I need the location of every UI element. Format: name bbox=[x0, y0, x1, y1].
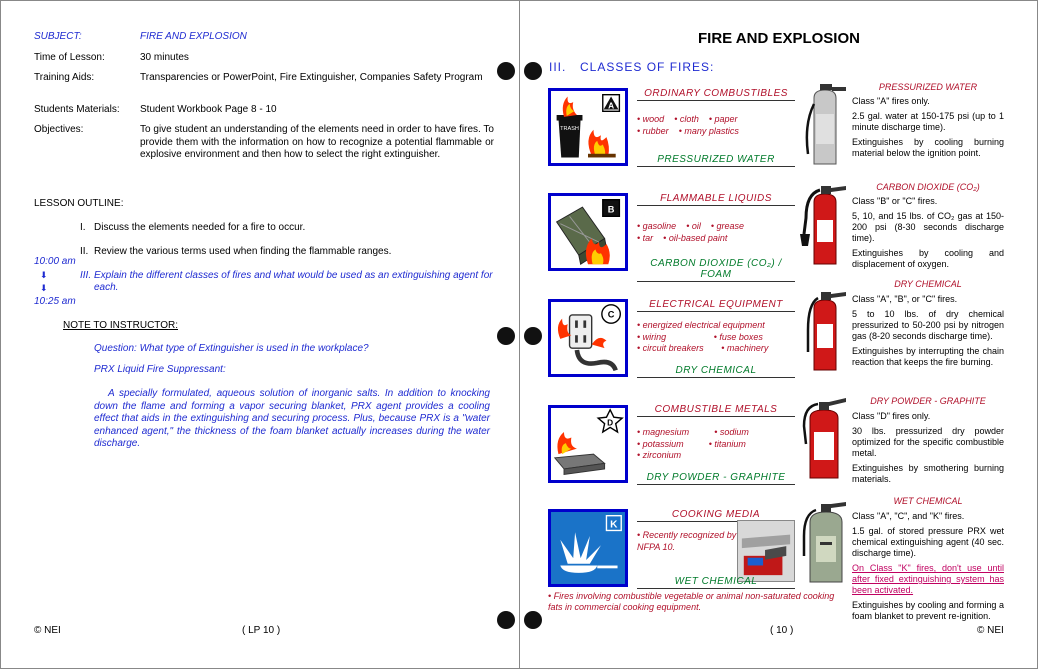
class-item: • Recently recognized by NFPA 10. bbox=[637, 530, 737, 552]
class-item: • zirconium bbox=[637, 450, 682, 460]
class-item: • grease bbox=[710, 221, 745, 231]
class-b-agent: CARBON DIOXIDE (CO₂) / FOAM bbox=[637, 258, 795, 282]
outline-text: Review the various terms used when finding the flammable ranges. bbox=[94, 246, 392, 257]
class-badge: A bbox=[608, 100, 615, 111]
class-k-desc bbox=[852, 511, 1004, 626]
arrow-down-icon: ⬇ bbox=[40, 283, 48, 293]
class-badge: C bbox=[607, 309, 615, 320]
class-a-name: ORDINARY COMBUSTIBLES bbox=[637, 88, 795, 101]
class-k-desc-heading: WET CHEMICAL bbox=[893, 496, 963, 506]
time-label: Time of Lesson: bbox=[34, 52, 105, 63]
class-b-items bbox=[637, 221, 795, 244]
dry-chemical-extinguisher-icon bbox=[800, 290, 850, 374]
class-k-agent: WET CHEMICAL bbox=[637, 576, 795, 589]
footer-page-number: ( LP 10 ) bbox=[242, 625, 281, 636]
desc-paragraph: Class "B" or "C" fires. bbox=[852, 196, 938, 206]
class-k-name: COOKING MEDIA bbox=[637, 509, 795, 522]
desc-paragraph: Extinguishes by smothering burning materials. bbox=[852, 463, 1004, 484]
class-item: • titanium bbox=[708, 438, 746, 449]
class-b-icon bbox=[548, 193, 628, 271]
class-item: • potassium bbox=[637, 438, 684, 449]
desc-paragraph: Extinguishes by cooling and forming a foam blanket to prevent re-ignition. bbox=[852, 600, 1004, 621]
class-item: • wiring bbox=[637, 331, 667, 342]
class-a-icon bbox=[548, 88, 628, 166]
section-title: CLASSES OF FIRES: bbox=[580, 60, 715, 74]
outline-heading: LESSON OUTLINE: bbox=[34, 198, 124, 209]
materials-label: Students Materials: bbox=[34, 104, 120, 115]
class-d-items bbox=[637, 427, 795, 462]
outline-num: III. bbox=[80, 270, 92, 281]
binder-hole bbox=[524, 611, 542, 629]
objectives-row bbox=[34, 124, 494, 162]
desc-paragraph: 1.5 gal. of stored pressure PRX wet chemical extinguishing agent (40 sec. discharge time). bbox=[852, 526, 1004, 558]
class-c-icon bbox=[548, 299, 628, 377]
water-extinguisher-icon bbox=[800, 84, 850, 168]
outline-num: II. bbox=[80, 246, 89, 257]
class-item: • paper bbox=[708, 114, 738, 124]
page-divider bbox=[519, 0, 520, 669]
class-item: • machinery bbox=[721, 343, 769, 353]
footer-copyright: © NEI bbox=[34, 625, 61, 636]
class-c-items bbox=[637, 320, 795, 355]
aids-label: Training Aids: bbox=[34, 72, 95, 83]
binder-hole bbox=[524, 327, 542, 345]
desc-paragraph: Class "A", "C", and "K" fires. bbox=[852, 511, 965, 521]
desc-paragraph: Extinguishes by cooling burning material below the ignition point. bbox=[852, 137, 1004, 158]
class-d-name: COMBUSTIBLE METALS bbox=[637, 404, 795, 417]
class-item: • many plastics bbox=[678, 125, 739, 136]
desc-paragraph: Class "A" fires only. bbox=[852, 96, 930, 106]
trash-can-label: TRASH bbox=[560, 125, 579, 132]
warning-text: On Class "K" fires, don't use until after fixed extinguishing system has been activated. bbox=[852, 563, 1004, 595]
outline-item bbox=[80, 222, 494, 234]
time-start: 10:00 am bbox=[34, 256, 76, 267]
class-d-agent: DRY POWDER - GRAPHITE bbox=[637, 472, 795, 485]
prx-text: A specially formulated, aqueous solution of inorganic salts. In addition to knocking down the flame and forming a vapor securing blanket, PRX agent provides a cooling effect that aids in the extinguishing and securing process. Plus, because PRX is a "water enhanced agent," the thickness of the foam blanket actually increases during the water discharge. bbox=[94, 388, 490, 449]
class-item: • fuse boxes bbox=[713, 331, 763, 342]
desc-paragraph: 5, 10, and 15 lbs. of CO₂ gas at 150-200 psi (8-30 seconds discharge time). bbox=[852, 211, 1004, 243]
class-item: • cloth bbox=[674, 114, 699, 124]
time-row bbox=[34, 52, 494, 65]
class-item: • circuit breakers bbox=[637, 343, 704, 353]
class-b-desc-heading: CARBON DIOXIDE (CO₂) bbox=[876, 182, 980, 192]
class-c-desc bbox=[852, 294, 1004, 372]
class-item: • energized electrical equipment bbox=[637, 320, 765, 330]
materials-value: Student Workbook Page 8 - 10 bbox=[140, 104, 277, 115]
co2-extinguisher-icon bbox=[800, 184, 850, 268]
class-badge: B bbox=[607, 204, 615, 215]
materials-row bbox=[34, 104, 494, 117]
page-title: FIRE AND EXPLOSION bbox=[698, 30, 860, 47]
footer-copyright: © NEI bbox=[977, 625, 1004, 636]
desc-paragraph: Class "A", "B", or "C" fires. bbox=[852, 294, 958, 304]
class-item: • tar bbox=[637, 232, 654, 243]
subject-label: SUBJECT: bbox=[34, 31, 82, 42]
class-item: • wood bbox=[637, 114, 665, 124]
subject-row bbox=[34, 31, 494, 44]
prx-title: PRX Liquid Fire Suppressant: bbox=[94, 364, 226, 375]
wet-chemical-extinguisher-icon bbox=[800, 500, 850, 586]
time-end: 10:25 am bbox=[34, 296, 76, 307]
class-b-desc bbox=[852, 196, 1004, 274]
class-item: • oil-based paint bbox=[663, 232, 728, 243]
class-a-agent: PRESSURIZED WATER bbox=[637, 154, 795, 167]
class-c-desc-heading: DRY CHEMICAL bbox=[894, 279, 962, 289]
dry-powder-extinguisher-icon bbox=[800, 396, 850, 482]
cooking-note: • Fires involving combustible vegetable or animal non-saturated cooking fats in commercial cooking equipment. bbox=[548, 591, 835, 612]
binder-hole bbox=[524, 62, 542, 80]
note-heading: NOTE TO INSTRUCTOR: bbox=[63, 320, 179, 331]
class-k-items bbox=[637, 530, 737, 553]
objectives-label: Objectives: bbox=[34, 124, 84, 135]
class-d-icon bbox=[548, 405, 628, 483]
aids-row bbox=[34, 72, 494, 85]
objectives-value: To give student an understanding of the elements need in order to have fires. To provide them with the information on how to recognize a potential flammable or explosive environment and then how to select the right extinguisher. bbox=[140, 124, 494, 160]
class-a-desc-heading: PRESSURIZED WATER bbox=[878, 82, 978, 92]
desc-paragraph: 30 lbs. pressurized dry powder optimized for the specific combustible metal. bbox=[852, 426, 1004, 458]
class-badge: K bbox=[610, 519, 618, 531]
desc-paragraph: 5 to 10 lbs. of dry chemical pressurized to 50-200 psi by nitrogen gas (8-20 seconds discharge time). bbox=[852, 309, 1004, 341]
class-item: • rubber bbox=[637, 125, 669, 136]
class-item: • oil bbox=[686, 221, 701, 231]
outline-num: I. bbox=[80, 222, 86, 233]
class-c-name: ELECTRICAL EQUIPMENT bbox=[637, 299, 795, 312]
class-item: • magnesium bbox=[637, 427, 690, 437]
class-k-icon bbox=[548, 509, 628, 587]
desc-paragraph: Extinguishes by interrupting the chain reaction that keeps the fire burning. bbox=[852, 346, 1004, 367]
desc-paragraph: 2.5 gal. water at 150-175 psi (up to 1 minute discharge time). bbox=[852, 111, 1004, 132]
class-d-desc-heading: DRY POWDER - GRAPHITE bbox=[870, 396, 986, 406]
class-item: • gasoline bbox=[637, 221, 677, 231]
class-d-desc bbox=[852, 411, 1004, 489]
subject-value: FIRE AND EXPLOSION bbox=[140, 31, 247, 42]
outline-text: Discuss the elements needed for a fire to occur. bbox=[94, 222, 306, 233]
desc-paragraph: Extinguishes by cooling and displacement of oxygen. bbox=[852, 248, 1004, 269]
desc-paragraph: Class "D" fires only. bbox=[852, 411, 931, 421]
class-a-items bbox=[637, 114, 795, 137]
outline-item bbox=[80, 270, 494, 294]
question-text: Question: What type of Extinguisher is used in the workplace? bbox=[94, 343, 369, 354]
time-value: 30 minutes bbox=[140, 52, 189, 63]
outline-item bbox=[80, 246, 494, 258]
arrow-down-icon: ⬇ bbox=[40, 270, 48, 280]
footer-page-number: ( 10 ) bbox=[770, 625, 794, 636]
class-item: • sodium bbox=[714, 427, 749, 437]
class-c-agent: DRY CHEMICAL bbox=[637, 365, 795, 378]
fryer-photo bbox=[737, 520, 795, 582]
class-a-desc bbox=[852, 96, 1004, 163]
outline-text: Explain the different classes of fires and what would be used as an extinguishing agent for each. bbox=[94, 270, 493, 293]
section-number: III. bbox=[549, 60, 567, 74]
class-b-name: FLAMMABLE LIQUIDS bbox=[637, 193, 795, 206]
class-badge: D bbox=[607, 417, 614, 428]
aids-value: Transparencies or PowerPoint, Fire Extinguisher, Companies Safety Program bbox=[140, 72, 483, 83]
